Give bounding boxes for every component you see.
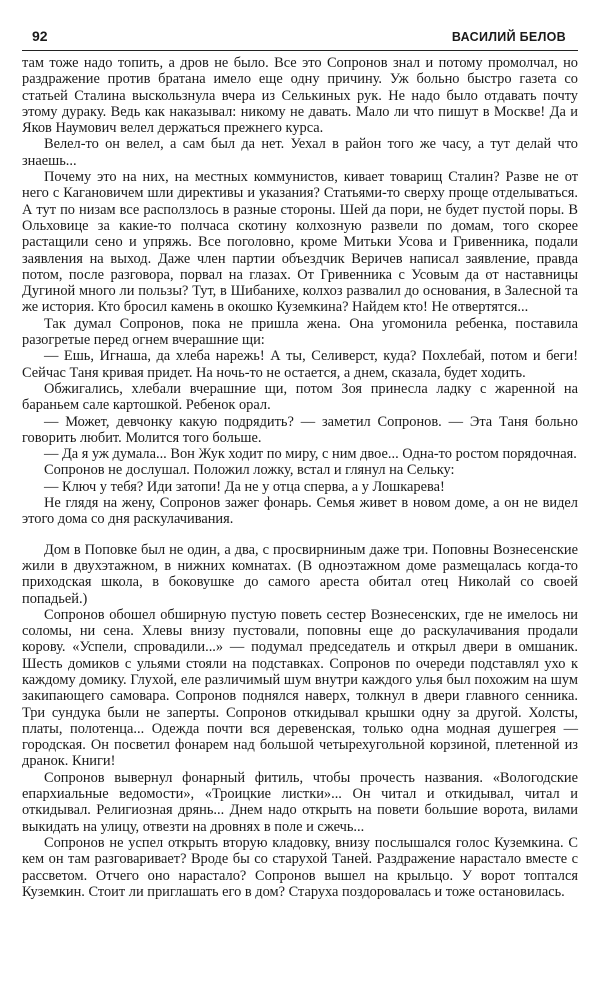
dialogue-line: — Ключ у тебя? Иди затопи! Да не у отца сперва, а у Лошкарева! [44,478,445,495]
paragraph: Дом в Поповке был не один, а два, с просвирниным даже три. Поповны Вознесенские жили в двухэтажном, в нижних комнатах. (В одноэтажном доме размещалась когда-то приходская школа, в боковушке до самого ареста обитал отец Николай со своей попадьей.) [22,541,578,607]
dialogue-line: — Может, девчонку какую подрядить? — заметил Сопронов. — Эта Таня больно говорить любит. Молится того больше. [22,413,578,446]
dialogue-line: — Ешь, Игнаша, да хлеба нарежь! А ты, Селиверст, куда? Похлебай, потом и беги! Сейчас Таня кривая придет. На ночь-то не остается, а днем, сказала, будет ходить. [22,348,578,381]
text-section-2 [22,542,578,901]
text-section-1 [22,55,578,528]
running-head-author: ВАСИЛИЙ БЕЛОВ [451,30,566,44]
paragraph: Велел-то он велел, а сам был да нет. Уехал в район того же часу, а тут делай что знаешь... [22,136,578,169]
page-header [22,28,578,51]
section-break [22,528,578,542]
paragraph: там тоже надо топить, а дров не было. Все это Сопронов знал и потому промолчал, но раздражение против братана имело еще одну причину. Уж больно быстро газета со статьей Сталина выскользнула вчера из Селькиных рук. Не надо было отдавать почту этому дураку. Ведь как наказывал: никому не давать. Мало ли что пишут в Москве! Да и Яков Наумович велел держаться прежнего курса. [22,55,578,137]
paragraph: Сопронов не дослушал. Положил ложку, встал и глянул на Сельку: [44,462,455,479]
paragraph: Так думал Сопронов, пока не пришла жена. Она угомонила ребенка, поставила разогретые перед огнем вчерашние щи: [22,315,578,349]
paragraph: Сопронов вывернул фонарный фитиль, чтобы прочесть названия. «Вологодские епархиальные ведомости», «Троицкие листки»... Он читал и откидывал, читал и откидывал. Религиозная дрянь... Днем надо открыть на повети большие ворота, вилами выкидать на улицу, отвезти на дровнях в поле и сжечь... [22,769,578,835]
dialogue-line: — Да я уж думала... Вон Жук ходит по миру, с ним двое... Одна-то ростом порядочная. [44,446,577,463]
paragraph: Обжигались, хлебали вчерашние щи, потом Зоя принесла ладку с жаренной на бараньем сале картошкой. Ребенок орал. [22,380,578,414]
paragraph: Сопронов обошел обширную пустую поветь сестер Вознесенских, где не имелось ни соломы, ни сена. Хлевы внизу пустовали, поповны еще до раскулачивания продали корову. «Успели, спровадили...» — подумал председатель и открыл двери в омшаник. Шесть домиков с ульями стояли на подставках. Сопронов по очереди подставлял ухо к каждому домику. Глухой, еле различимый шум внутри каждого улья был похожим на шум закипающего самовара. Сопронов поднялся наверх, толкнул в двери главного сенника. Три сундука были не заперты. Сопронов откидывал крышки одну за другой. Холсты, платы, полотенца... Одежда почти вся деревенская, только одна модная душегрея — городская. Он посветил фонарем над большой четырехугольной корзиной, плетенной из дранок. Книги! [22,606,578,770]
paragraph: Не глядя на жену, Сопронов зажег фонарь. Семья живет в новом доме, а он не видел этого дома со дня раскулачивания. [22,495,578,528]
paragraph: Сопронов не успел открыть вторую кладовку, внизу послышался голос Куземкина. С кем он там разговаривает? Вроде бы со старухой Таней. Раздражение нарастало вместе с рассветом. Отчего оно нарастало? Сопронов вышел на крыльцо. У ворот топтался Куземкин. Стоит ли приглашать его в дом? Старуха поздоровалась и тоже остановилась. [22,834,578,900]
paragraph: Почему это на них, на местных коммунистов, кивает товарищ Сталин? Разве не от него с Кагановичем шли директивы и указания? Статьями-то сверху проще отделываться. А тут по низам все расползлось в разные стороны. Шей да пори, не будет пустой поры. В Ольховице за какие-то полчаса скотину колхозную развели по домам, того скорее растащили сено и упряжь. Все поголовно, кроме Митьки Усова и Гривенника, подали заявления на выход. Даже член партии объездчик Веричев написал заявление, правда потом, после разговора, порвал на глазах. От Гривенника с Усовым да от наставницы Дугиной много ли пользы? Тут, в Шибанихе, колхоз развалил до основания, в Залесной та же история. Кто бросил камень в окошко Куземкина? Найдем кто! Не отвертятся... [22,169,578,316]
book-page [22,28,578,900]
page-number: 92 [32,28,48,44]
